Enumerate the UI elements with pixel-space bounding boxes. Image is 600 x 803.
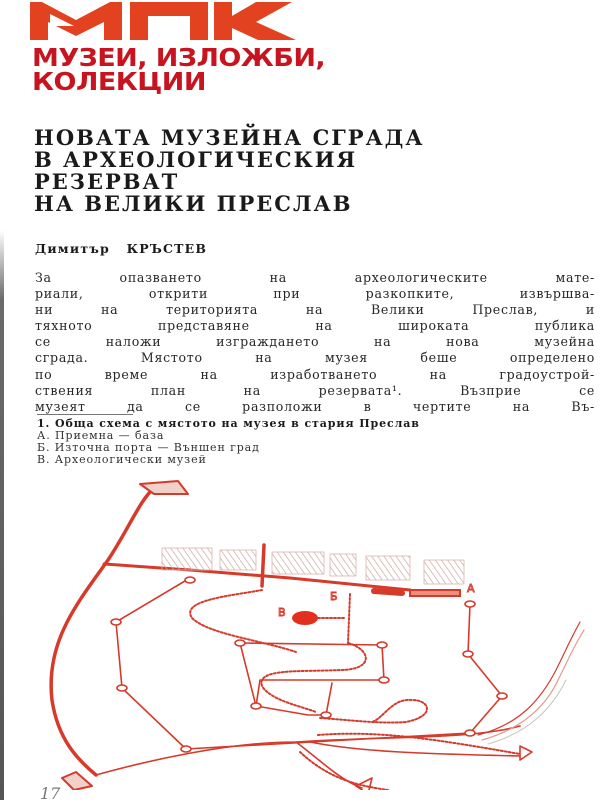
caption-title: 1. Обща схема с мястото на музея в стария Преслав (37, 417, 420, 430)
museum-marker (292, 611, 318, 625)
body-line: ствения план на резервата¹. Възприе се (35, 382, 595, 398)
body-line: по време на изработването на градоустрой- (35, 366, 595, 382)
section-title-line: КОЛЕКЦИИ (32, 67, 206, 96)
article-title-line: РЕЗЕРВАТ (34, 169, 180, 194)
legend-item-b: Б. Източна порта — Външен град (37, 441, 260, 454)
mpk-logo (30, 0, 300, 42)
legend-item-a: А. Приемна — база (37, 429, 165, 442)
article-body (35, 270, 595, 415)
preslav-site-map (0, 470, 600, 790)
map-label-v: В (278, 606, 286, 619)
map-label-b: Б (330, 590, 338, 603)
body-line: музеят да се разположи в чертите на Въ- (35, 398, 595, 414)
section-title-line: МУЗЕИ, ИЗЛОЖБИ, (32, 43, 326, 72)
legend-item-v: В. Археологически музей (37, 453, 207, 466)
article-title-line: НОВАТА МУЗЕЙНА СГРАДА (34, 125, 425, 150)
body-line: тяхното представяне на широката публика (35, 318, 595, 334)
map-label-a: А (467, 582, 475, 595)
article-title-line: В АРХЕОЛОГИЧЕСКИЯ (34, 147, 358, 172)
body-line: риали, открити при разкопките, извършва- (35, 286, 595, 302)
body-line: ни на територията на Велики Преслав, и (35, 302, 595, 318)
footnote-divider (37, 414, 133, 415)
article-title (34, 127, 600, 215)
article-title-line: НА ВЕЛИКИ ПРЕСЛАВ (34, 191, 353, 216)
page-number: 17 (40, 784, 61, 803)
author-name: Димитър КРЪСТЕВ (35, 241, 208, 256)
section-title (32, 43, 529, 96)
body-line: сграда. Мястото на музея беше определено (35, 350, 595, 366)
figure-caption (37, 418, 600, 466)
body-line: За опазването на археологическите мате- (35, 270, 595, 285)
body-line: се наложи изграждането на нова музейна (35, 334, 595, 350)
